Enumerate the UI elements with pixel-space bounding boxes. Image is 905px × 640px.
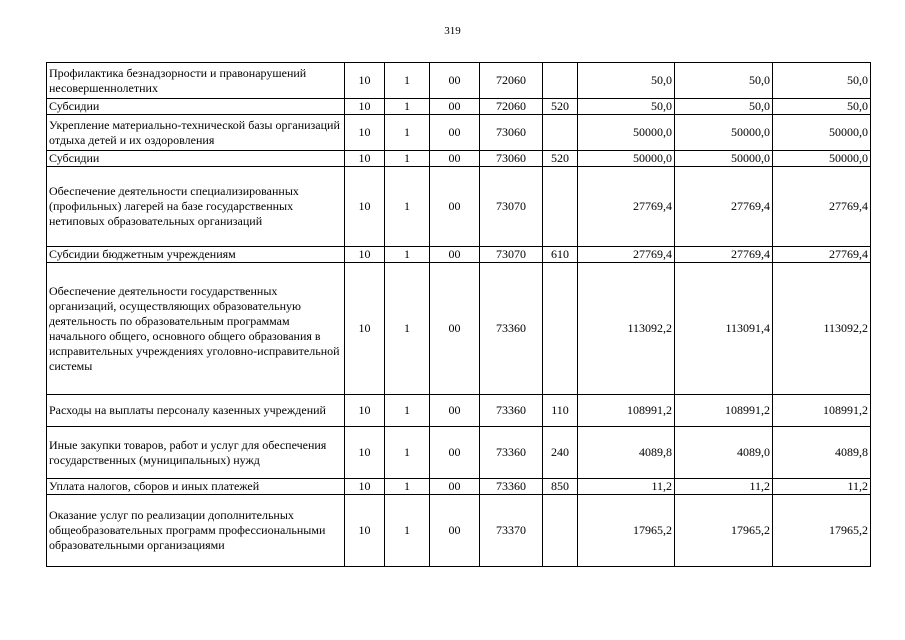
amount-year1-cell: 50000,0 (578, 151, 675, 167)
section-code-cell: 10 (345, 427, 385, 479)
amount-year1-cell: 4089,8 (578, 427, 675, 479)
amount-year3-cell: 27769,4 (773, 167, 871, 247)
table-row (47, 151, 871, 167)
program-code-cell: 00 (430, 99, 480, 115)
table-row (47, 395, 871, 427)
program-code-cell: 00 (430, 115, 480, 151)
table-row (47, 167, 871, 247)
section-code-cell: 10 (345, 99, 385, 115)
target-article-cell: 73070 (480, 167, 543, 247)
amount-year2-cell: 50000,0 (675, 151, 773, 167)
expense-type-cell: 110 (543, 395, 578, 427)
amount-year1-cell: 27769,4 (578, 247, 675, 263)
program-code-cell: 00 (430, 167, 480, 247)
amount-year2-cell: 113091,4 (675, 263, 773, 395)
section-code-cell: 10 (345, 167, 385, 247)
target-article-cell: 73370 (480, 495, 543, 567)
amount-year1-cell: 50000,0 (578, 115, 675, 151)
amount-year1-cell: 17965,2 (578, 495, 675, 567)
expense-name-cell: Расходы на выплаты персоналу казенных учреждений (47, 395, 345, 427)
target-article-cell: 73060 (480, 115, 543, 151)
table-row (47, 99, 871, 115)
expense-name-cell: Иные закупки товаров, работ и услуг для обеспечения государственных (муниципальных) нужд (47, 427, 345, 479)
expense-type-cell: 520 (543, 151, 578, 167)
target-article-cell: 73070 (480, 247, 543, 263)
subsection-code-cell: 1 (385, 495, 430, 567)
expense-name-cell: Обеспечение деятельности специализированных (профильных) лагерей на базе государственных нетиповых образовательных организаций (47, 167, 345, 247)
subsection-code-cell: 1 (385, 395, 430, 427)
amount-year2-cell: 11,2 (675, 479, 773, 495)
expense-name-cell: Субсидии (47, 99, 345, 115)
table-row (47, 479, 871, 495)
expense-name-cell: Обеспечение деятельности государственных организаций, осуществляющих образовательную деятельность по образовательным программам начального общего, основного общего образования в исправительных учреждениях уголовно-исправительной системы (47, 263, 345, 395)
program-code-cell: 00 (430, 427, 480, 479)
amount-year3-cell: 4089,8 (773, 427, 871, 479)
amount-year1-cell: 113092,2 (578, 263, 675, 395)
expense-type-cell (543, 263, 578, 395)
amount-year3-cell: 50,0 (773, 99, 871, 115)
program-code-cell: 00 (430, 395, 480, 427)
target-article-cell: 73060 (480, 151, 543, 167)
expense-name-cell: Профилактика безнадзорности и правонарушений несовершеннолетних (47, 63, 345, 99)
expense-type-cell: 610 (543, 247, 578, 263)
program-code-cell: 00 (430, 63, 480, 99)
amount-year1-cell: 50,0 (578, 99, 675, 115)
amount-year2-cell: 27769,4 (675, 167, 773, 247)
amount-year3-cell: 17965,2 (773, 495, 871, 567)
amount-year3-cell: 11,2 (773, 479, 871, 495)
subsection-code-cell: 1 (385, 263, 430, 395)
subsection-code-cell: 1 (385, 479, 430, 495)
expense-name-cell: Оказание услуг по реализации дополнительных общеобразовательных программ профессиональными образовательными организациями (47, 495, 345, 567)
program-code-cell: 00 (430, 479, 480, 495)
amount-year2-cell: 50000,0 (675, 115, 773, 151)
amount-year3-cell: 50,0 (773, 63, 871, 99)
program-code-cell: 00 (430, 263, 480, 395)
expense-type-cell: 520 (543, 99, 578, 115)
program-code-cell: 00 (430, 151, 480, 167)
amount-year3-cell: 113092,2 (773, 263, 871, 395)
amount-year1-cell: 50,0 (578, 63, 675, 99)
target-article-cell: 72060 (480, 99, 543, 115)
section-code-cell: 10 (345, 263, 385, 395)
table-row (47, 115, 871, 151)
amount-year2-cell: 50,0 (675, 63, 773, 99)
expense-type-cell (543, 495, 578, 567)
program-code-cell: 00 (430, 247, 480, 263)
subsection-code-cell: 1 (385, 427, 430, 479)
expense-type-cell (543, 63, 578, 99)
program-code-cell: 00 (430, 495, 480, 567)
amount-year3-cell: 108991,2 (773, 395, 871, 427)
section-code-cell: 10 (345, 395, 385, 427)
expense-name-cell: Субсидии бюджетным учреждениям (47, 247, 345, 263)
amount-year1-cell: 27769,4 (578, 167, 675, 247)
expense-type-cell (543, 115, 578, 151)
amount-year3-cell: 27769,4 (773, 247, 871, 263)
amount-year2-cell: 50,0 (675, 99, 773, 115)
expense-type-cell: 240 (543, 427, 578, 479)
target-article-cell: 73360 (480, 263, 543, 395)
amount-year1-cell: 108991,2 (578, 395, 675, 427)
subsection-code-cell: 1 (385, 63, 430, 99)
amount-year2-cell: 108991,2 (675, 395, 773, 427)
section-code-cell: 10 (345, 495, 385, 567)
table-row (47, 495, 871, 567)
page-number: 319 (444, 25, 461, 37)
table-row (47, 427, 871, 479)
budget-table (46, 62, 871, 567)
amount-year3-cell: 50000,0 (773, 151, 871, 167)
subsection-code-cell: 1 (385, 151, 430, 167)
target-article-cell: 73360 (480, 427, 543, 479)
table-row (47, 263, 871, 395)
amount-year1-cell: 11,2 (578, 479, 675, 495)
subsection-code-cell: 1 (385, 167, 430, 247)
expense-type-cell: 850 (543, 479, 578, 495)
expense-name-cell: Укрепление материально-технической базы организаций отдыха детей и их оздоровления (47, 115, 345, 151)
expense-name-cell: Субсидии (47, 151, 345, 167)
amount-year2-cell: 4089,0 (675, 427, 773, 479)
expense-type-cell (543, 167, 578, 247)
target-article-cell: 73360 (480, 479, 543, 495)
subsection-code-cell: 1 (385, 99, 430, 115)
subsection-code-cell: 1 (385, 115, 430, 151)
expense-name-cell: Уплата налогов, сборов и иных платежей (47, 479, 345, 495)
section-code-cell: 10 (345, 63, 385, 99)
section-code-cell: 10 (345, 115, 385, 151)
section-code-cell: 10 (345, 247, 385, 263)
target-article-cell: 73360 (480, 395, 543, 427)
subsection-code-cell: 1 (385, 247, 430, 263)
table-row (47, 63, 871, 99)
target-article-cell: 72060 (480, 63, 543, 99)
table-row (47, 247, 871, 263)
amount-year3-cell: 50000,0 (773, 115, 871, 151)
amount-year2-cell: 17965,2 (675, 495, 773, 567)
amount-year2-cell: 27769,4 (675, 247, 773, 263)
section-code-cell: 10 (345, 151, 385, 167)
section-code-cell: 10 (345, 479, 385, 495)
